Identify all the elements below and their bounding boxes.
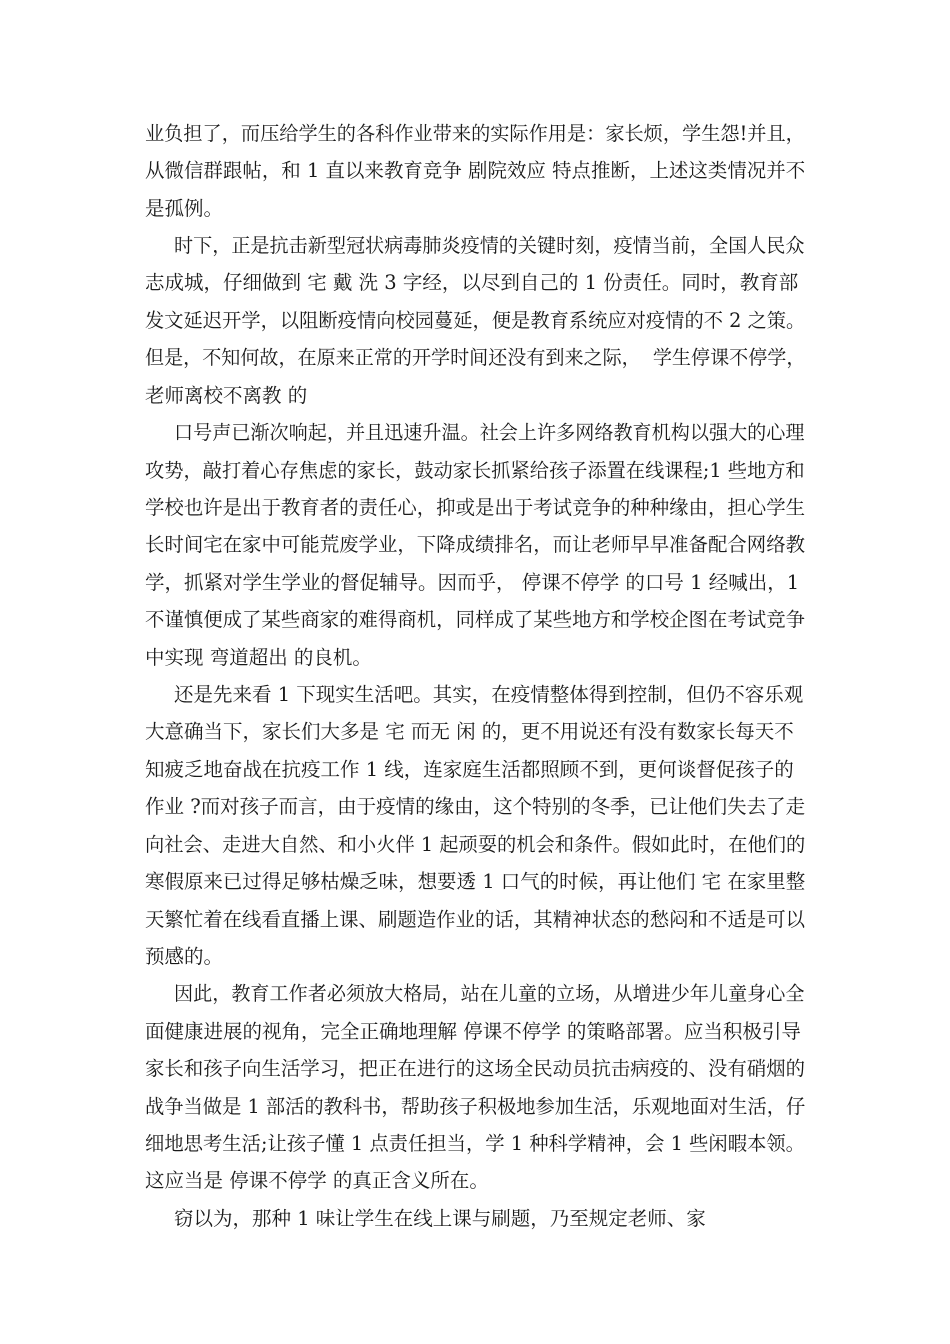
text-line: 学，抓紧对学生学业的督促辅导。因而乎， 停课不停学 的口号 1 经喊出，1 (145, 571, 800, 594)
text-line: 口号声已渐次响起，并且迅速升温。社会上许多网络教育机构以强大的心理 (174, 421, 805, 444)
text-line: 面健康进展的视角，完全正确地理解 停课不停学 的策略部署。应当积极引导 (145, 1020, 801, 1043)
text-line: 不谨慎便成了某些商家的难得商机，同样成了某些地方和学校企图在考试竞争 (145, 608, 806, 631)
text-line: 知疲乏地奋战在抗疫工作 1 线，连家庭生活都照顾不到，更何谈督促孩子的 (145, 758, 794, 781)
text-line: 窃以为，那种 1 味让学生在线上课与刷题，乃至规定老师、家 (174, 1207, 706, 1230)
text-line: 业负担了，而压给学生的各科作业带来的实际作用是：家长烦，学生怨!并且， (145, 122, 805, 145)
text-line: 向社会、走进大自然、和小火伴 1 起顽耍的机会和条件。假如此时，在他们的 (145, 833, 806, 856)
text-line: 从微信群跟帖，和 1 直以来教育竞争 剧院效应 特点推断，上述这类情况并不 (145, 159, 806, 182)
text-line: 因此，教育工作者必须放大格局，站在儿童的立场，从增进少年儿童身心全 (174, 982, 805, 1005)
text-line: 还是先来看 1 下现实生活吧。其实，在疫情整体得到控制，但仍不容乐观 (174, 683, 804, 706)
text-line: 这应当是 停课不停学 的真正含义所在。 (145, 1169, 489, 1192)
text-line: 细地思考生活;让孩子懂 1 点责任担当，学 1 种科学精神，会 1 些闲暇本领。 (145, 1132, 805, 1155)
text-line: 发文延迟开学，以阻断疫情向校园蔓延，便是教育系统应对疫情的不 2 之策。 (145, 309, 806, 332)
text-line: 学校也许是出于教育者的责任心，抑或是出于考试竞争的种种缘由，担心学生 (145, 496, 806, 519)
text-line: 长时间宅在家中可能荒废学业，下降成绩排名，而让老师早早准备配合网络教 (145, 533, 806, 556)
text-line: 大意确当下，家长们大多是 宅 而无 闲 的，更不用说还有没有数家长每天不 (145, 720, 794, 743)
text-line: 天繁忙着在线看直播上课、刷题造作业的话，其精神状态的愁闷和不适是可以 (145, 908, 806, 931)
text-line: 但是，不知何故，在原来正常的开学时间还没有到来之际， 学生停课不停学， (145, 346, 806, 369)
text-line: 家长和孩子向生活学习，把正在进行的这场全民动员抗击病疫的、没有硝烟的 (145, 1057, 806, 1080)
text-line: 老师离校不离教 的 (145, 384, 308, 407)
text-line: 预感的。 (145, 945, 224, 968)
text-line: 寒假原来已过得足够枯燥乏味，想要透 1 口气的时候，再让他们 宅 在家里整 (145, 870, 806, 893)
text-line: 志成城，仔细做到 宅 戴 洗 3 字经，以尽到自己的 1 份责任。同时，教育部 (145, 271, 799, 294)
text-line: 攻势，敲打着心存焦虑的家长，鼓动家长抓紧给孩子添置在线课程;1 些地方和 (145, 459, 805, 482)
text-line: 是孤例。 (145, 197, 224, 220)
text-line: 战争当做是 1 部活的教科书，帮助孩子积极地参加生活，乐观地面对生活，仔 (145, 1095, 806, 1118)
text-line: 时下，正是抗击新型冠状病毒肺炎疫情的关键时刻，疫情当前，全国人民众 (174, 234, 805, 257)
text-line: 中实现 弯道超出 的良机。 (145, 646, 372, 669)
text-line: 作业 ?而对孩子而言，由于疫情的缘由，这个特别的冬季，已让他们失去了走 (145, 795, 806, 818)
